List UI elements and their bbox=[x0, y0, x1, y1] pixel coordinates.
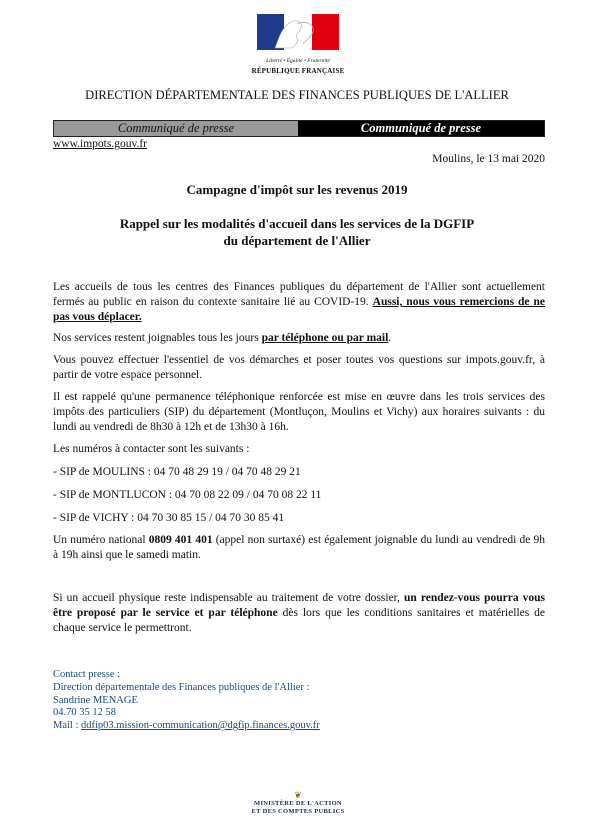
title-reminder-line1: Rappel sur les modalités d'accueil dans les services de la DGFIP bbox=[119, 216, 475, 231]
press-banner bbox=[53, 120, 545, 137]
press-date: Moulins, le 13 mai 2020 bbox=[432, 153, 545, 165]
ministry-ornament-icon: ❦ bbox=[294, 790, 302, 800]
paragraph-appointment bbox=[53, 591, 545, 636]
paragraph-closure-text: Les accueils de tous les centres des Finances publiques du département de l'Allier sont actuellement fermés au public en raison du contexte sanitaire lié au COVID-19. bbox=[53, 281, 545, 308]
title-reminder-line2: du département de l'Allier bbox=[223, 233, 371, 248]
press-contact bbox=[53, 669, 320, 733]
paragraph-contact-end: . bbox=[388, 332, 392, 344]
sip-moulins: - SIP de MOULINS : 04 70 48 29 19 / 04 70 48 29 21 bbox=[53, 466, 301, 478]
paragraph-closure-bold: Aussi, nous vous remercions de ne pas vous déplacer. bbox=[53, 296, 545, 323]
appointment-bold: un rendez-vous pourra vous être proposé par le service et par téléphone bbox=[53, 592, 545, 619]
title-campaign: Campagne d'impôt sur les revenus 2019 bbox=[186, 182, 408, 197]
press-banner-right: Communiqué de presse bbox=[298, 121, 544, 136]
contact-mail-link[interactable]: ddfip03.mission-communication@dgfip.finances.gouv.fr bbox=[81, 720, 320, 732]
paragraph-closure bbox=[53, 280, 545, 325]
paragraph-contact-modes bbox=[53, 331, 545, 346]
contact-name: Sandrine MENAGE bbox=[53, 694, 138, 706]
logo-republic: RÉPUBLIQUE FRANÇAISE bbox=[251, 67, 345, 75]
marianne-flag-icon bbox=[257, 14, 339, 58]
contact-phone: 04.70 35 12 58 bbox=[53, 707, 116, 719]
paragraph-contact-text: Nos services restent joignables tous les jours bbox=[53, 332, 262, 344]
paragraph-online: Vous pouvez effectuer l'essentiel de vos démarches et poser toutes vos questions sur impots.gouv.fr, à partir de votre espace personnel. bbox=[53, 354, 545, 381]
ministry-line2: ET DES COMPTES PUBLICS bbox=[251, 808, 345, 815]
paragraph-numbers-intro: Les numéros à contacter sont les suivants : bbox=[53, 443, 250, 455]
ministry-footer bbox=[246, 790, 350, 816]
contact-label: Contact presse : bbox=[53, 669, 121, 680]
paragraph-national-number bbox=[53, 533, 545, 563]
press-banner-left: Communiqué de presse bbox=[54, 121, 298, 136]
contact-mail-row bbox=[53, 720, 320, 733]
contact-mail-label: Mail : bbox=[53, 720, 81, 732]
appointment-post: dès lors que les conditions sanitaires et matérielles de chaque service le permettront. bbox=[53, 607, 546, 634]
sip-vichy: - SIP de VICHY : 04 70 30 85 15 / 04 70 30 85 41 bbox=[53, 512, 285, 524]
national-number-post: (appel non surtaxé) est également joignable du lundi au vendredi de 9h à 19h ainsi que le samedi matin. bbox=[53, 534, 545, 561]
national-number: 0809 401 401 bbox=[148, 534, 213, 546]
sip-montlucon: - SIP de MONTLUCON : 04 70 08 22 09 / 04 70 08 22 11 bbox=[53, 489, 322, 501]
national-number-pre: Un numéro national bbox=[53, 534, 149, 546]
paragraph-hotline: Il est rappelé qu'une permanence téléphonique renforcée est mise en œuvre dans les trois services des impôts des particuliers (SIP) du département (Montluçon, Moulins et Vichy) aux horaires suivants : du lundi au vendredi de 8h30 à 12h et de 13h30 à 16h. bbox=[53, 391, 545, 433]
direction-heading: DIRECTION DÉPARTEMENTALE DES FINANCES PUBLIQUES DE L'ALLIER bbox=[85, 88, 509, 102]
ministry-line1: MINISTÈRE DE L'ACTION bbox=[254, 800, 342, 807]
paragraph-contact-bold: par téléphone ou par mail bbox=[261, 332, 389, 344]
title-reminder bbox=[0, 215, 594, 249]
marianne-logo bbox=[251, 14, 345, 80]
contact-org: Direction départementale des Finances publiques de l'Allier : bbox=[53, 681, 310, 693]
logo-motto: Liberté • Égalité • Fraternité bbox=[266, 58, 330, 64]
website-link[interactable]: www.impots.gouv.fr bbox=[53, 138, 148, 150]
appointment-pre: Si un accueil physique reste indispensable au traitement de votre dossier, bbox=[53, 592, 404, 604]
